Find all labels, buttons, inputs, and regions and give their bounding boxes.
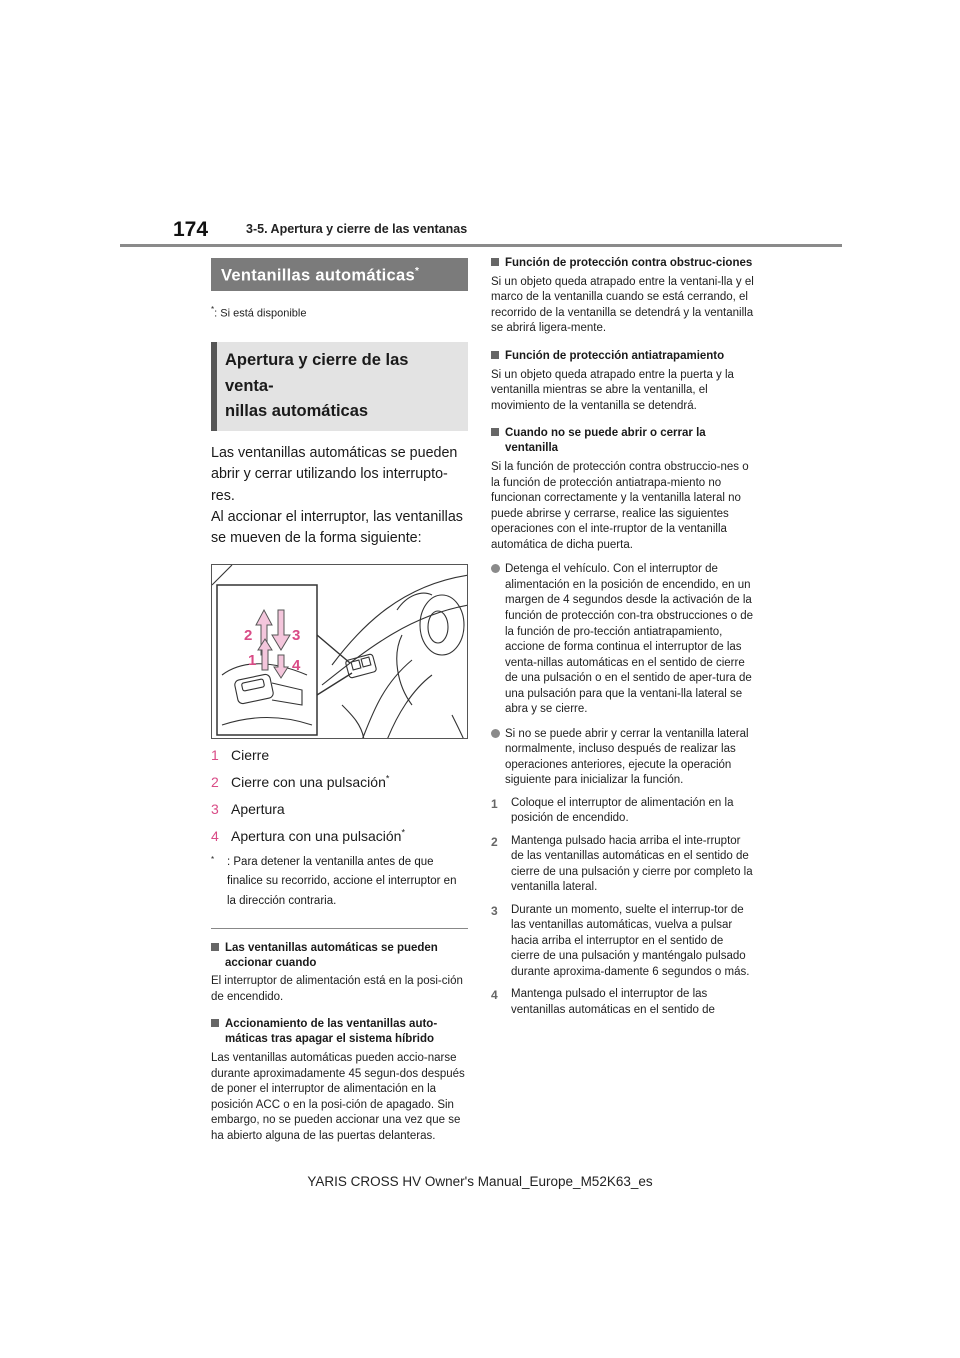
legend-footnote [211, 853, 468, 912]
info-heading-text: Función de protección contra obstruc-ciones [505, 257, 753, 269]
square-bullet-icon [211, 941, 221, 971]
footnote-text: : Para detener la ventanilla antes de que finalice su recorrido, accione el interruptor en la dirección contraria. [227, 855, 457, 908]
intro-paragraph [211, 443, 468, 550]
step-text: Mantenga pulsado el interruptor de las ventanillas automáticas en el sentido de [511, 988, 715, 1016]
figure-legend [211, 745, 468, 847]
step-number: 3 [491, 903, 498, 918]
legend-text: Cierre con una pulsación [231, 773, 386, 790]
legend-star: * [401, 827, 405, 838]
legend-number: 1 [211, 746, 219, 763]
legend-item [211, 799, 468, 820]
figure-label-2: 2 [244, 626, 253, 644]
step-text: Durante un momento, suelte el interrup-tor de las ventanillas automáticas, vuelva a pulsar hacia arriba el interruptor en el sentido de cierre de una pulsación y manténgalo pulsado durante aproxima-damente 6 segundos o más. [511, 903, 750, 978]
subsection-title-line1: Apertura y cierre de las venta- [225, 351, 409, 395]
legend-number: 2 [211, 773, 219, 790]
legend-text: Cierre [231, 746, 270, 763]
step-text: Coloque el interruptor de alimentación en la posición de encendido. [511, 796, 734, 825]
info-body: Las ventanillas automáticas pueden accio-narse durante aproximadamente 45 segun-dos después de poner el interruptor de alimentación en la posición ACC o en la posi-ción de apagado. Sin embargo, no se pueden accionar una vez que se ha abierto alguna de las puertas delanteras. [211, 1052, 465, 1142]
step-number: 1 [491, 796, 498, 811]
step-text: Mantenga pulsado hacia arriba el inte-rruptor de las ventanillas automáticas en el sentido de cierre de una pulsación y cierre por completo la ventanilla lateral. [511, 834, 753, 894]
bullet-text: Si no se puede abrir y cerrar la ventanilla lateral normalmente, incluso después de realizar las operaciones anteriores, ejecute la operación siguiente para inicializar la función. [505, 727, 749, 787]
info-heading [211, 941, 468, 971]
intro-text-1: Las ventanillas automáticas se pueden abrir y cerrar utilizando los interrupto-res. [211, 444, 458, 504]
info-heading-text: Cuando no se puede abrir o cerrar la ventanilla [505, 427, 706, 455]
step-number: 4 [491, 988, 498, 1003]
running-head: 3-5. Apertura y cierre de las ventanas [246, 222, 468, 236]
info-heading-text: Las ventanillas automáticas se pueden accionar cuando [225, 941, 438, 969]
bullet-item [491, 727, 754, 789]
figure-label-1: 1 [248, 651, 257, 669]
info-heading [491, 349, 754, 364]
info-body: Si la función de protección contra obstruccio-nes o la función de protección antiatrapa-miento no funcionan correctamente y la ventanilla lateral no puede abrirse y cerrarse, realice las siguientes operaciones con el inte-rruptor de la ventanilla automática de dicha puerta. [491, 461, 749, 551]
info-body: Si un objeto queda atrapado entre la ventani-lla y el marco de la ventanilla cuando se está cerrando, el recorrido de la ventanilla se detendrá y la ventanilla se abrirá ligera-mente. [491, 275, 754, 335]
window-switch-illustration [211, 564, 468, 739]
info-heading [491, 256, 754, 271]
round-bullet-icon [491, 562, 505, 717]
square-bullet-icon [211, 1017, 221, 1047]
subsection-title [211, 342, 468, 431]
left-column [211, 258, 468, 1144]
info-body: Si un objeto queda atrapado entre la puerta y la ventanilla mientras se abre la ventanilla, el movimiento de la ventanilla se detendrá. [491, 368, 734, 412]
availability-text: : Si está disponible [214, 307, 307, 320]
page-number: 174 [173, 218, 209, 241]
intro-text-2: Al accionar el interruptor, las ventanillas se mueven de la forma siguiente: [211, 509, 463, 547]
illustration-svg [212, 565, 468, 739]
info-heading [211, 1017, 468, 1047]
round-bullet-icon [491, 727, 505, 789]
legend-number: 4 [211, 827, 219, 844]
availability-note [211, 304, 468, 322]
procedure-step [491, 834, 754, 896]
square-bullet-icon [491, 256, 501, 271]
availability-mark: * [211, 305, 215, 314]
page-footer: YARIS CROSS HV Owner's Manual_Europe_M52K63_es [307, 1174, 653, 1189]
section-title-text: Ventanillas automáticas [221, 266, 415, 285]
info-heading-text: Función de protección antiatrapamiento [505, 350, 725, 362]
info-heading-text: Accionamiento de las ventanillas auto-máticas tras apagar el sistema híbrido [225, 1018, 438, 1046]
figure-label-3: 3 [292, 626, 301, 644]
bullet-item [491, 562, 754, 717]
section-title [211, 258, 468, 291]
procedure-step [491, 903, 754, 981]
footnote-mark: * [211, 854, 215, 864]
separator-line [211, 928, 468, 929]
legend-item [211, 745, 468, 766]
procedure-step [491, 796, 754, 827]
step-number: 2 [491, 834, 498, 849]
square-bullet-icon [491, 349, 501, 364]
bullet-text: Detenga el vehículo. Con el interruptor de alimentación en la posición de encendido, en un margen de 4 segundos desde la activación de la función de protección con-tra obstrucciones o de la función de pro-tección antiatrapamiento, accione de forma continua el interruptor de las venta-nillas automáticas en el sentido de cierre de una pulsación o en el sentido de aper-tura de una pulsación para que la ventani-lla lateral se abra y se cierre. [505, 563, 754, 716]
procedure-step [491, 987, 754, 1018]
legend-item [211, 772, 468, 793]
info-heading [491, 426, 754, 456]
legend-item [211, 826, 468, 847]
legend-star: * [385, 773, 390, 784]
title-star: * [414, 266, 420, 277]
info-body: El interruptor de alimentación está en la posi-ción de encendido. [211, 975, 463, 1003]
legend-number: 3 [211, 800, 219, 817]
header-rule [120, 244, 842, 247]
right-column [491, 256, 754, 1018]
legend-text: Apertura con una pulsación [231, 827, 402, 844]
legend-text: Apertura [231, 800, 285, 817]
figure-label-4: 4 [292, 656, 301, 674]
square-bullet-icon [491, 426, 501, 456]
subsection-title-line2: nillas automáticas [225, 402, 369, 421]
